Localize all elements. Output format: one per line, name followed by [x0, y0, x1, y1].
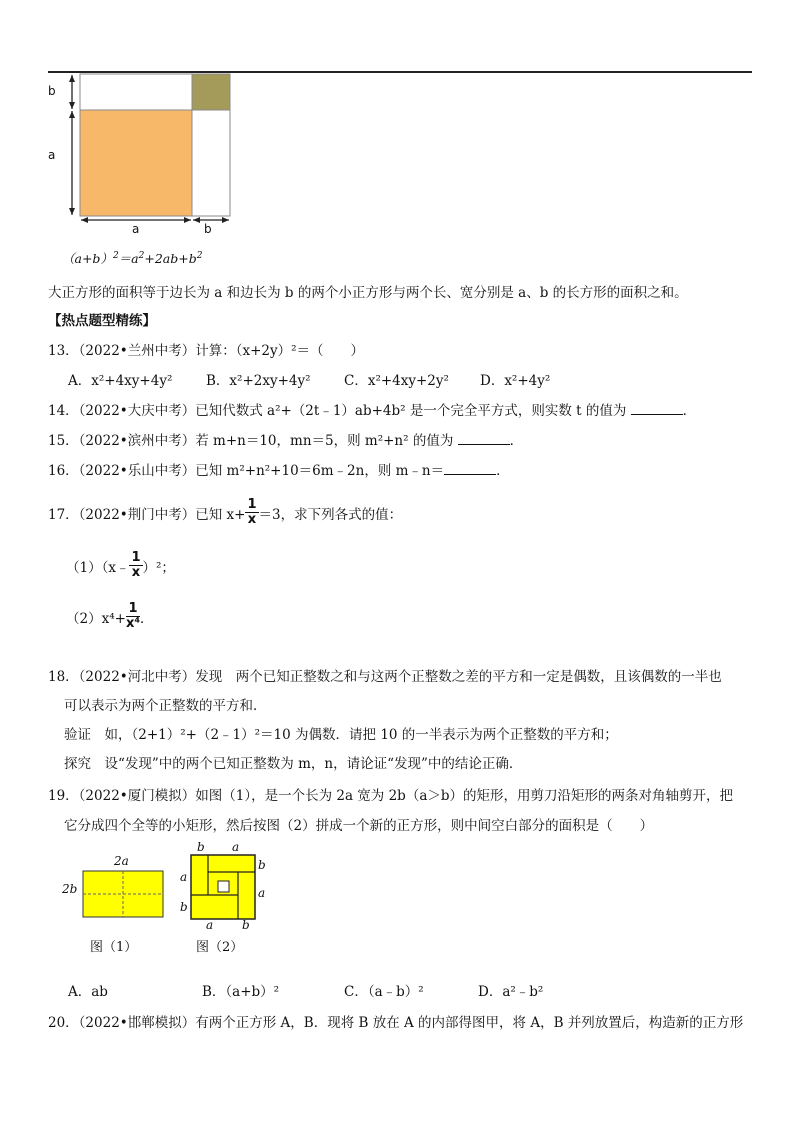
q19-option-a: A．ab: [68, 984, 108, 1000]
q17-stem: 17．（2022•荆门中考）已知 x+ $\frac{1}{x}$ ＝3，求下列各式的值：: [48, 496, 403, 527]
section-title: 【热点题型精练】: [48, 313, 156, 329]
q13-option-a: A．x²+4xy+4y²: [68, 373, 173, 389]
explanation-text: 大正方形的面积等于边长为 a 和边长为 b 的两个小正方形与两个长、宽分别是 a、b 的长方形的面积之和。: [48, 285, 688, 301]
q19-option-d: D．a²﹣b²: [478, 984, 544, 1000]
q18-line4: 探究 设“发现”中的两个已知正整数为 m，n，请论证“发现”中的结论正确．: [64, 756, 523, 772]
q19-option-c: C．（a﹣b）²: [344, 984, 424, 1000]
q19-option-b: B．（a+b）²: [202, 984, 280, 1000]
q15-stem: 15．（2022•滨州中考）若 m+n＝10，mn＝5，则 m²+n² 的值为 ．: [48, 433, 524, 449]
q18-line1: 18．（2022•河北中考）发现 两个已知正整数之和与这两个正整数之差的平方和一定是偶数，且该偶数的一半也: [48, 669, 722, 685]
fig2-label-left-a: a: [180, 870, 188, 884]
q19-line2: 它分成四个全等的小矩形，然后按图（2）拼成一个新的正方形，则中间空白部分的面积是（ ）: [64, 818, 654, 834]
q18-line2: 可以表示为两个正整数的平方和．: [64, 698, 267, 714]
q18-line3: 验证 如，（2+1）²+（2﹣1）²＝10 为偶数．请把 10 的一半表示为两个正整数的平方和；: [64, 727, 618, 743]
q14-stem: 14．（2022•大庆中考）已知代数式 a²+（2t﹣1）ab+4b² 是一个完全平方式，则实数 t 的值为 ．: [48, 403, 697, 419]
big-square: [80, 110, 192, 216]
dim-label-b-bottom: b: [204, 222, 212, 236]
q16-stem: 16．（2022•乐山中考）已知 m²+n²+10＝6m﹣2n，则 m﹣n＝ ．: [48, 463, 510, 479]
q17-sub2: （2）x⁴+ $\frac{1}{\text{x⁴}}$ ．: [66, 600, 154, 631]
q20-line1: 20．（2022•邯郸模拟）有两个正方形 A，B．现将 B 放在 A 的内部得图甲，将 A，B 并列放置后，构造新的正方形: [48, 1015, 744, 1031]
q17-sub1: （1）（x﹣ $\frac{1}{x}$ ）²；: [66, 549, 175, 580]
q13-option-c: C．x²+4xy+2y²: [344, 373, 449, 389]
fig1-rectangle: [82, 870, 166, 920]
fig1-label-2a: 2a: [114, 854, 129, 868]
dim-label-b-left: b: [48, 84, 56, 98]
fig2-label-bottom-a: a: [206, 918, 214, 932]
dim-label-a-bottom: a: [132, 222, 140, 236]
square-diagram: [44, 72, 244, 242]
fraction-1-over-x: $\frac{1}{x}$: [247, 496, 257, 527]
q13-stem: 13．（2022•兰州中考）计算：（x+2y）²＝（ ）: [48, 343, 365, 359]
fig2-caption: 图（2）: [196, 940, 244, 955]
fraction-1-over-x4: $\frac{1}{\text{x⁴}}$: [125, 600, 141, 631]
fig1-label-2b: 2b: [62, 882, 78, 896]
q19-line1: 19．（2022•厦门模拟）如图（1），是一个长为 2a 宽为 2b（a＞b）的矩形，用剪刀沿矩形的两条对角轴剪开，把: [48, 788, 734, 804]
fig1-caption: 图（1）: [90, 940, 138, 955]
fig2-square: [190, 854, 256, 920]
fig2-label-top-b: b: [197, 840, 205, 854]
fig2-label-bottom-b: b: [242, 918, 250, 932]
q13-option-d: D．x²+4y²: [480, 373, 551, 389]
q13-option-b: B．x²+2xy+4y²: [206, 373, 311, 389]
answer-blank: [444, 462, 496, 475]
fig2-label-right-a: a: [258, 886, 266, 900]
fig2-label-left-b: b: [180, 900, 188, 914]
identity-formula: $(a+b)^2=a^2+2ab+b^2$: [62, 251, 203, 266]
fig2-label-top-a: a: [232, 840, 240, 854]
small-square: [192, 74, 230, 110]
dim-label-a-left: a: [48, 148, 56, 162]
top-rect: [80, 74, 192, 110]
answer-blank: [631, 402, 683, 415]
answer-blank: [458, 432, 510, 445]
right-rect: [192, 110, 230, 216]
fig2-label-right-b: b: [258, 858, 266, 872]
fraction-1-over-x: $\frac{1}{x}$: [131, 549, 141, 580]
